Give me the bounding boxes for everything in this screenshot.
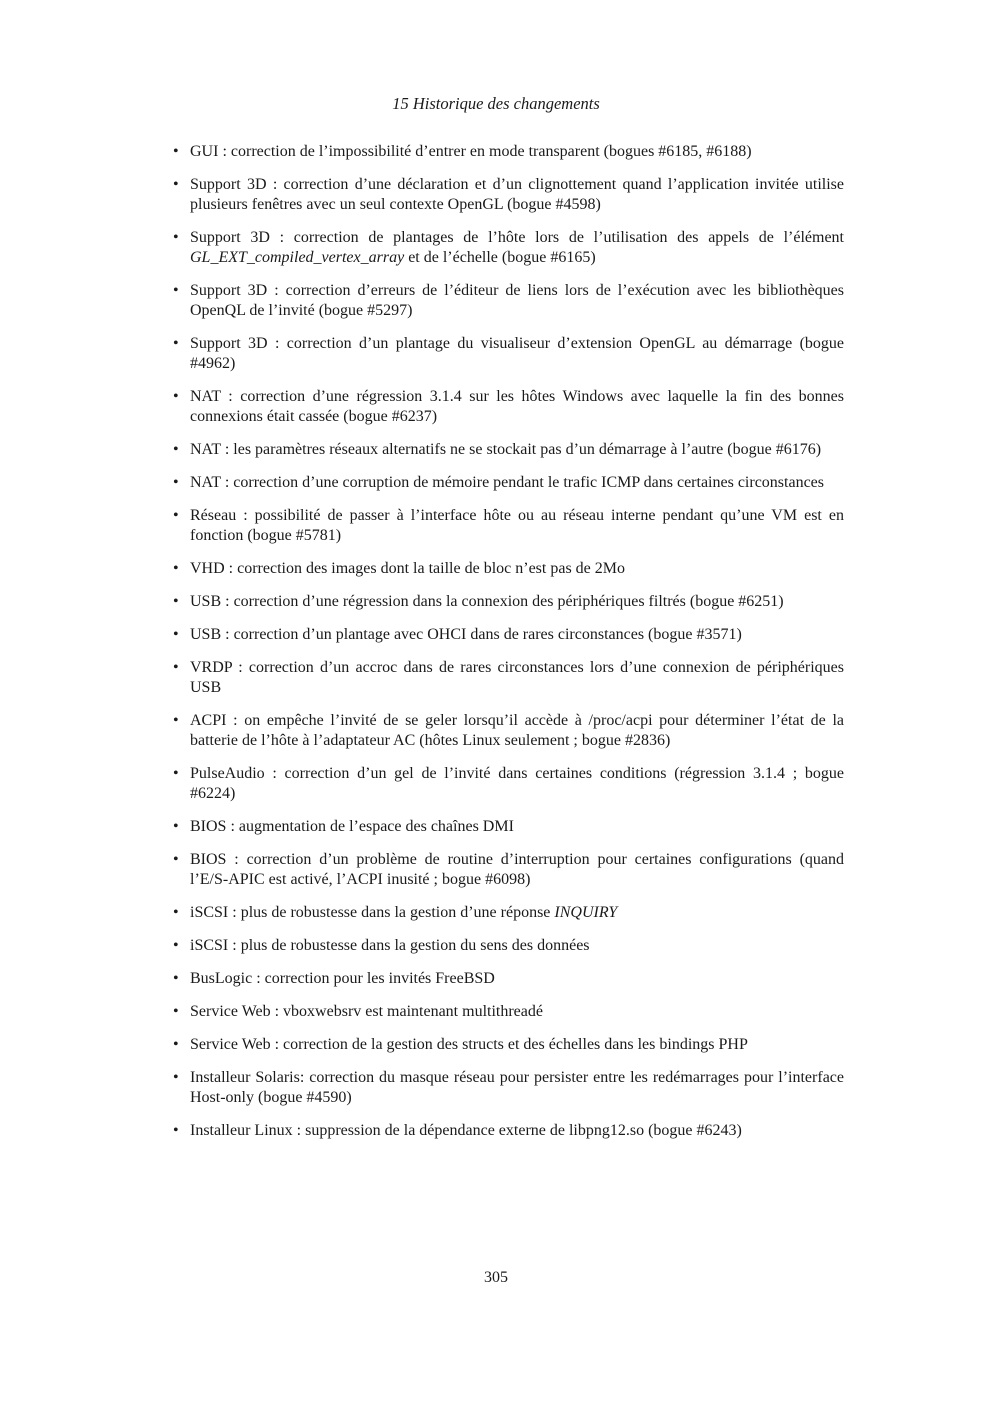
item-text: BIOS : correction d’un problème de routine d’interruption pour certaines configurations (quand l’E/S-APIC est activé, l’ACPI inusité ; bogue #6098): [190, 851, 844, 888]
item-text: iSCSI : plus de robustesse dans la gestion du sens des données: [190, 937, 590, 954]
item-text: Support 3D : correction de plantages de l’hôte lors de l’utilisation des appels de l’élément: [190, 229, 844, 246]
bullet-icon: •: [173, 765, 179, 782]
changelog-item: [170, 1002, 844, 1022]
item-text: USB : correction d’une régression dans la connexion des périphériques filtrés (bogue #6251): [190, 593, 784, 610]
changelog-item: [170, 1068, 844, 1108]
item-text: Installeur Solaris: correction du masque réseau pour persister entre les redémarrages pour l’interface Host-only (bogue #4590): [190, 1069, 844, 1106]
bullet-icon: •: [173, 176, 179, 193]
item-text: Support 3D : correction d’un plantage du visualiseur d’extension OpenGL au démarrage (bogue #4962): [190, 335, 844, 372]
item-text: PulseAudio : correction d’un gel de l’invité dans certaines conditions (régression 3.1.4 ; bogue #6224): [190, 765, 844, 802]
changelog-item: [170, 936, 844, 956]
item-text: Service Web : correction de la gestion des structs et des échelles dans les bindings PHP: [190, 1036, 748, 1053]
changelog-item: [170, 228, 844, 268]
bullet-icon: •: [173, 712, 179, 729]
item-text: Support 3D : correction d’erreurs de l’éditeur de liens lors de l’exécution avec les bibliothèques OpenQL de l’invité (bogue #5297): [190, 282, 844, 319]
changelog-item: [170, 281, 844, 321]
item-text: BusLogic : correction pour les invités FreeBSD: [190, 970, 495, 987]
changelog-item: [170, 440, 844, 460]
item-text: Service Web : vboxwebsrv est maintenant multithreadé: [190, 1003, 543, 1020]
changelog-item: [170, 387, 844, 427]
bullet-icon: •: [173, 229, 179, 246]
changelog-item: [170, 473, 844, 493]
changelog-list: [170, 142, 844, 1154]
bullet-icon: •: [173, 1122, 179, 1139]
item-emphasis: GL_EXT_compiled_vertex_array: [190, 249, 405, 266]
bullet-icon: •: [173, 970, 179, 987]
changelog-item: [170, 658, 844, 698]
bullet-icon: •: [173, 441, 179, 458]
changelog-item: [170, 850, 844, 890]
changelog-item: [170, 817, 844, 837]
changelog-item: [170, 142, 844, 162]
item-text: USB : correction d’un plantage avec OHCI dans de rares circonstances (bogue #3571): [190, 626, 742, 643]
changelog-item: [170, 625, 844, 645]
changelog-item: [170, 175, 844, 215]
bullet-icon: •: [173, 626, 179, 643]
item-text: Réseau : possibilité de passer à l’interface hôte ou au réseau interne pendant qu’une VM est en fonction (bogue #5781): [190, 507, 844, 544]
bullet-icon: •: [173, 1003, 179, 1020]
bullet-icon: •: [173, 851, 179, 868]
changelog-item: [170, 1035, 844, 1055]
bullet-icon: •: [173, 659, 179, 676]
bullet-icon: •: [173, 388, 179, 405]
item-text: BIOS : augmentation de l’espace des chaînes DMI: [190, 818, 514, 835]
item-text: NAT : correction d’une régression 3.1.4 sur les hôtes Windows avec laquelle la fin des bonnes connexions était cassée (bogue #6237): [190, 388, 844, 425]
bullet-icon: •: [173, 818, 179, 835]
item-text: ACPI : on empêche l’invité de se geler lorsqu’il accède à /proc/acpi pour déterminer l’état de la batterie de l’hôte à l’adaptateur AC (hôtes Linux seulement ; bogue #2836): [190, 712, 844, 749]
changelog-item: [170, 334, 844, 374]
bullet-icon: •: [173, 593, 179, 610]
bullet-icon: •: [173, 937, 179, 954]
page-number: 305: [484, 1269, 508, 1286]
item-text: et de l’échelle (bogue #6165): [404, 249, 596, 266]
item-text: Installeur Linux : suppression de la dépendance externe de libpng12.so (bogue #6243): [190, 1122, 742, 1139]
changelog-item: [170, 559, 844, 579]
bullet-icon: •: [173, 335, 179, 352]
changelog-item: [170, 711, 844, 751]
changelog-item: [170, 1121, 844, 1141]
item-text: VHD : correction des images dont la taille de bloc n’est pas de 2Mo: [190, 560, 625, 577]
item-text: GUI : correction de l’impossibilité d’entrer en mode transparent (bogues #6185, #6188): [190, 143, 752, 160]
bullet-icon: •: [173, 143, 179, 160]
item-text: Support 3D : correction d’une déclaration et d’un clignottement quand l’application invitée utilise plusieurs fenêtres avec un seul contexte OpenGL (bogue #4598): [190, 176, 844, 213]
item-emphasis: INQUIRY: [554, 904, 618, 921]
bullet-icon: •: [173, 904, 179, 921]
bullet-icon: •: [173, 282, 179, 299]
bullet-icon: •: [173, 560, 179, 577]
changelog-item: [170, 592, 844, 612]
item-text: iSCSI : plus de robustesse dans la gestion d’une réponse: [190, 904, 555, 921]
item-text: NAT : correction d’une corruption de mémoire pendant le trafic ICMP dans certaines circonstances: [190, 474, 824, 491]
bullet-icon: •: [173, 1069, 179, 1086]
changelog-item: [170, 506, 844, 546]
bullet-icon: •: [173, 474, 179, 491]
changelog-item: [170, 903, 844, 923]
bullet-icon: •: [173, 1036, 179, 1053]
bullet-icon: •: [173, 507, 179, 524]
changelog-item: [170, 969, 844, 989]
changelog-item: [170, 764, 844, 804]
item-text: NAT : les paramètres réseaux alternatifs ne se stockait pas d’un démarrage à l’autre (bogue #6176): [190, 441, 822, 458]
running-header: 15 Historique des changements: [392, 94, 600, 113]
item-text: VRDP : correction d’un accroc dans de rares circonstances lors d’une connexion de périphériques USB: [190, 659, 844, 696]
